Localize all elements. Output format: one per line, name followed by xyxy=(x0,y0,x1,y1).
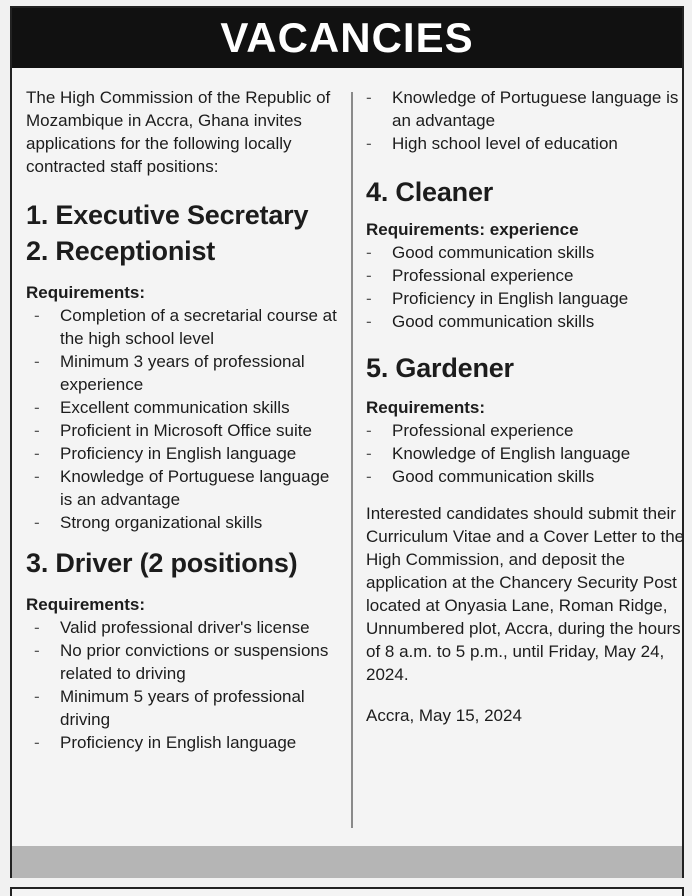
dash-icon: - xyxy=(366,444,372,463)
list-item: - Good communication skills xyxy=(366,312,595,331)
dash-icon: - xyxy=(34,618,40,637)
next-notice-edge xyxy=(10,887,684,896)
list-item: - Proficient in Microsoft Office suite xyxy=(34,421,312,440)
position-cleaner: 4. Cleaner xyxy=(366,177,494,207)
dash-icon: - xyxy=(34,687,40,706)
list-item: - Proficiency in English language xyxy=(34,444,297,463)
list-item: - Minimum 3 years of professional experience xyxy=(34,352,305,394)
vacancy-notice xyxy=(10,6,684,878)
driver-requirements-list xyxy=(26,616,346,754)
dash-icon: - xyxy=(366,289,372,308)
list-item: - Minimum 5 years of professional driving xyxy=(34,687,305,729)
dash-icon: - xyxy=(366,243,372,262)
intro-paragraph: The High Commission of the Republic of Mozambique in Accra, Ghana invites applications for the following locally contracted staff positions: xyxy=(26,88,331,176)
list-item: - Knowledge of English language xyxy=(366,444,631,463)
dash-icon: - xyxy=(34,306,40,325)
list-item: - Proficiency in English language xyxy=(34,733,297,752)
position-receptionist: 2. Receptionist xyxy=(26,236,216,266)
list-item: - Excellent communication skills xyxy=(34,398,290,417)
dash-icon: - xyxy=(366,266,372,285)
dash-icon: - xyxy=(366,134,372,153)
list-item: - Good communication skills xyxy=(366,243,595,262)
cleaner-requirements-label: Requirements: experience xyxy=(366,220,579,239)
dash-icon: - xyxy=(34,421,40,440)
gardener-requirements-list xyxy=(366,419,686,488)
left-column xyxy=(26,86,346,754)
dash-icon: - xyxy=(366,88,372,107)
list-item: - Completion of a secretarial course at the high school level xyxy=(34,306,337,348)
dash-icon: - xyxy=(34,467,40,486)
list-item: - Proficiency in English language xyxy=(366,289,629,308)
dash-icon: - xyxy=(366,421,372,440)
list-item: - Valid professional driver's license xyxy=(34,618,310,637)
dash-icon: - xyxy=(34,444,40,463)
driver-requirements-label: Requirements: xyxy=(26,595,146,614)
list-item: - Strong organizational skills xyxy=(34,513,263,532)
list-item: - Knowledge of Portuguese language is an advantage xyxy=(34,467,330,509)
list-item: - No prior convictions or suspensions related to driving xyxy=(34,641,329,683)
dash-icon: - xyxy=(34,513,40,532)
dash-icon: - xyxy=(34,641,40,660)
secretary-requirements-list xyxy=(26,304,346,534)
position-gardener: 5. Gardener xyxy=(366,353,514,383)
dash-icon: - xyxy=(366,467,372,486)
list-item: - Good communication skills xyxy=(366,467,595,486)
dateline: Accra, May 15, 2024 xyxy=(366,706,522,725)
list-item: - High school level of education xyxy=(366,134,618,153)
list-item: - Professional experience xyxy=(366,266,574,285)
list-item: - Professional experience xyxy=(366,421,574,440)
list-item: - Knowledge of Portuguese language is an advantage xyxy=(366,88,679,130)
secretary-requirements-label: Requirements: xyxy=(26,283,146,302)
driver-requirements-continued xyxy=(366,86,686,155)
footer-bar xyxy=(12,846,682,878)
cleaner-requirements-list xyxy=(366,241,686,333)
gardener-requirements-label: Requirements: xyxy=(366,398,486,417)
banner-title: VACANCIES xyxy=(12,8,682,68)
position-executive-secretary: 1. Executive Secretary xyxy=(26,200,309,230)
right-column xyxy=(366,86,686,727)
dash-icon: - xyxy=(34,733,40,752)
column-divider xyxy=(351,92,353,828)
application-instructions: Interested candidates should submit their Curriculum Vitae and a Cover Letter to the High Commission, and deposit the application at the Chancery Security Post located at Onyasia Lane, Roman Ridge, Unnumbered plot, Accra, during the hours of 8 a.m. to 5 p.m., until Friday, May 24, 2024. xyxy=(366,504,685,684)
dash-icon: - xyxy=(34,352,40,371)
dash-icon: - xyxy=(366,312,372,331)
dash-icon: - xyxy=(34,398,40,417)
position-driver: 3. Driver (2 positions) xyxy=(26,548,298,578)
